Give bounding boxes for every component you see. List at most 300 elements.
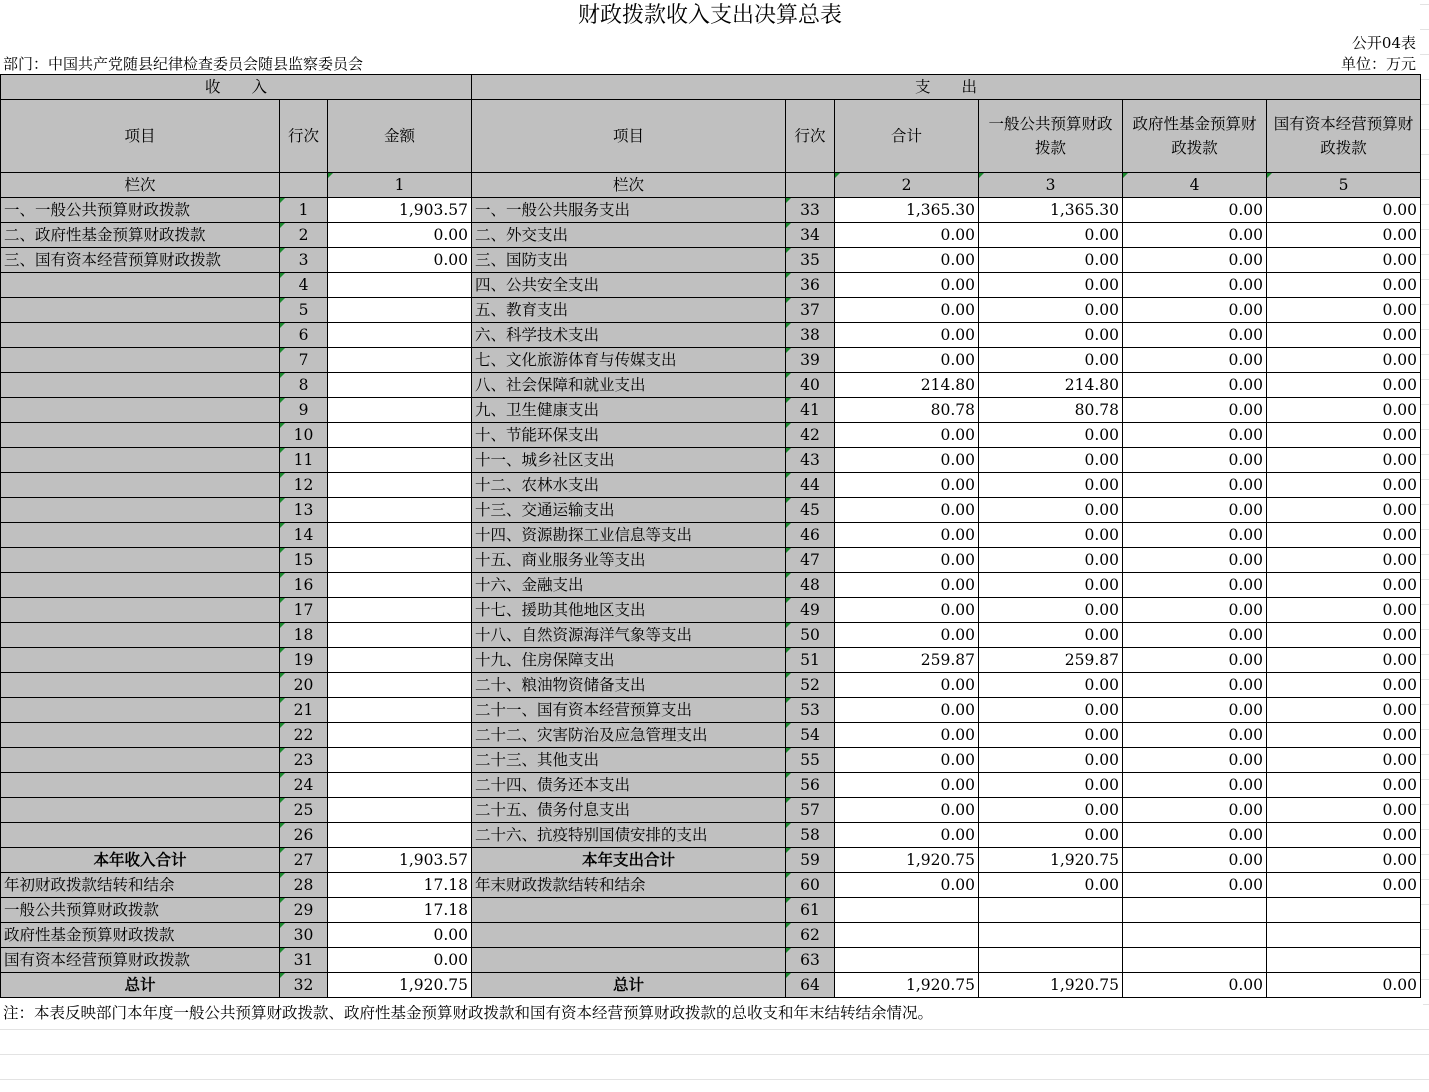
expense-gov-fund: 0.00 bbox=[1123, 798, 1267, 823]
expense-state-capital: 0.00 bbox=[1267, 248, 1421, 273]
blank-cell bbox=[835, 898, 979, 923]
expense-group-header: 支 出 bbox=[472, 75, 1421, 100]
row-no: 63 bbox=[786, 948, 835, 973]
income-item-label bbox=[1, 748, 280, 773]
income-item-label bbox=[1, 823, 280, 848]
expense-gov-fund: 0.00 bbox=[1123, 423, 1267, 448]
ending-balance-general: 0.00 bbox=[979, 873, 1123, 898]
row-no: 23 bbox=[280, 748, 328, 773]
income-amount bbox=[328, 548, 472, 573]
income-amount bbox=[328, 648, 472, 673]
expense-gov-fund: 0.00 bbox=[1123, 198, 1267, 223]
expense-gov-fund: 0.00 bbox=[1123, 523, 1267, 548]
expense-general-budget: 0.00 bbox=[979, 523, 1123, 548]
expense-item-label: 二十三、其他支出 bbox=[472, 748, 786, 773]
row-no: 15 bbox=[280, 548, 328, 573]
expense-general-budget: 0.00 bbox=[979, 248, 1123, 273]
blank-cell bbox=[835, 948, 979, 973]
income-item-label bbox=[1, 573, 280, 598]
expense-item-label: 二十一、国有资本经营预算支出 bbox=[472, 698, 786, 723]
table-row bbox=[1, 573, 1421, 598]
expense-item-label: 十三、交通运输支出 bbox=[472, 498, 786, 523]
income-amount: 0.00 bbox=[328, 248, 472, 273]
row-no: 61 bbox=[786, 898, 835, 923]
row-no: 39 bbox=[786, 348, 835, 373]
income-amount bbox=[328, 823, 472, 848]
expense-general-budget: 0.00 bbox=[979, 498, 1123, 523]
income-amount bbox=[328, 273, 472, 298]
lanci-col4: 4 bbox=[1123, 173, 1267, 198]
lanci-col3: 3 bbox=[979, 173, 1123, 198]
income-item-label: 一、一般公共预算财政拨款 bbox=[1, 198, 280, 223]
expense-gov-fund: 0.00 bbox=[1123, 348, 1267, 373]
expense-general-budget: 259.87 bbox=[979, 648, 1123, 673]
expense-general-budget: 80.78 bbox=[979, 398, 1123, 423]
table-row bbox=[1, 273, 1421, 298]
row-no: 40 bbox=[786, 373, 835, 398]
expense-total: 0.00 bbox=[835, 423, 979, 448]
income-item-label: 三、国有资本经营预算财政拨款 bbox=[1, 248, 280, 273]
expense-item-label: 五、教育支出 bbox=[472, 298, 786, 323]
expense-total: 0.00 bbox=[835, 298, 979, 323]
income-item-label bbox=[1, 773, 280, 798]
expense-gov-fund: 0.00 bbox=[1123, 723, 1267, 748]
blank-cell bbox=[1267, 923, 1421, 948]
income-item-label bbox=[1, 623, 280, 648]
table-row bbox=[1, 248, 1421, 273]
expense-general-budget: 0.00 bbox=[979, 823, 1123, 848]
expense-gov-fund: 0.00 bbox=[1123, 573, 1267, 598]
expense-state-capital: 0.00 bbox=[1267, 273, 1421, 298]
expense-general-budget: 0.00 bbox=[979, 573, 1123, 598]
table-row bbox=[1, 398, 1421, 423]
income-amount bbox=[328, 373, 472, 398]
form-number: 公开04表 bbox=[1351, 34, 1416, 52]
blank-cell bbox=[472, 898, 786, 923]
table-row bbox=[1, 323, 1421, 348]
expense-item-label: 二十四、债务还本支出 bbox=[472, 773, 786, 798]
row-no: 8 bbox=[280, 373, 328, 398]
row-no: 2 bbox=[280, 223, 328, 248]
ending-balance-state-capital: 0.00 bbox=[1267, 873, 1421, 898]
expense-gov-fund: 0.00 bbox=[1123, 498, 1267, 523]
table-row bbox=[1, 473, 1421, 498]
expense-gov-fund: 0.00 bbox=[1123, 698, 1267, 723]
expense-state-capital: 0.00 bbox=[1267, 748, 1421, 773]
expense-state-capital: 0.00 bbox=[1267, 823, 1421, 848]
expense-item-label: 四、公共安全支出 bbox=[472, 273, 786, 298]
income-grand-total-amount: 1,920.75 bbox=[328, 973, 472, 998]
expense-total: 259.87 bbox=[835, 648, 979, 673]
expense-general-budget: 0.00 bbox=[979, 798, 1123, 823]
expense-gov-fund: 0.00 bbox=[1123, 773, 1267, 798]
footnote: 注：本表反映部门本年度一般公共预算财政拨款、政府性基金预算财政拨款和国有资本经营预算财政拨款的总收支和年末结转结余情况。 bbox=[0, 1001, 1423, 1025]
income-item-label bbox=[1, 348, 280, 373]
expense-general-budget: 0.00 bbox=[979, 748, 1123, 773]
table-row bbox=[1, 798, 1421, 823]
row-no: 19 bbox=[280, 648, 328, 673]
expense-state-capital: 0.00 bbox=[1267, 423, 1421, 448]
expense-item-label: 十八、自然资源海洋气象等支出 bbox=[472, 623, 786, 648]
table-row bbox=[1, 423, 1421, 448]
expense-general-budget: 0.00 bbox=[979, 623, 1123, 648]
expense-general-budget: 0.00 bbox=[979, 323, 1123, 348]
header-expense-item: 项目 bbox=[472, 100, 786, 173]
expense-total: 0.00 bbox=[835, 673, 979, 698]
expense-state-capital: 0.00 bbox=[1267, 198, 1421, 223]
expense-item-label: 七、文化旅游体育与传媒支出 bbox=[472, 348, 786, 373]
expense-item-label: 二、外交支出 bbox=[472, 223, 786, 248]
income-amount: 1,903.57 bbox=[328, 198, 472, 223]
header-total: 合计 bbox=[835, 100, 979, 173]
blank-cell bbox=[979, 923, 1123, 948]
row-no: 32 bbox=[280, 973, 328, 998]
expense-gov-fund: 0.00 bbox=[1123, 748, 1267, 773]
row-no: 6 bbox=[280, 323, 328, 348]
table-row bbox=[1, 623, 1421, 648]
income-item-label bbox=[1, 548, 280, 573]
expense-gov-fund: 0.00 bbox=[1123, 548, 1267, 573]
expense-gov-fund: 0.00 bbox=[1123, 298, 1267, 323]
income-amount bbox=[328, 473, 472, 498]
table-row bbox=[1, 523, 1421, 548]
row-no: 48 bbox=[786, 573, 835, 598]
row-no: 22 bbox=[280, 723, 328, 748]
expense-state-capital: 0.00 bbox=[1267, 348, 1421, 373]
expense-item-label: 一、一般公共服务支出 bbox=[472, 198, 786, 223]
expense-general-budget: 0.00 bbox=[979, 673, 1123, 698]
row-no: 51 bbox=[786, 648, 835, 673]
header-expense-row-no: 行次 bbox=[786, 100, 835, 173]
row-no: 58 bbox=[786, 823, 835, 848]
expense-total: 0.00 bbox=[835, 548, 979, 573]
expense-state-capital: 0.00 bbox=[1267, 298, 1421, 323]
income-amount bbox=[328, 423, 472, 448]
expense-state-capital: 0.00 bbox=[1267, 798, 1421, 823]
expense-item-label: 十六、金融支出 bbox=[472, 573, 786, 598]
expense-state-capital: 0.00 bbox=[1267, 523, 1421, 548]
income-grand-total-label: 总计 bbox=[1, 973, 280, 998]
ending-balance-label: 年末财政拨款结转和结余 bbox=[472, 873, 786, 898]
blank-cell bbox=[1123, 923, 1267, 948]
row-no: 55 bbox=[786, 748, 835, 773]
income-amount bbox=[328, 623, 472, 648]
lanci-blank bbox=[786, 173, 835, 198]
expense-general-budget: 0.00 bbox=[979, 448, 1123, 473]
income-amount bbox=[328, 723, 472, 748]
header-income-item: 项目 bbox=[1, 100, 280, 173]
income-amount bbox=[328, 498, 472, 523]
expense-total: 0.00 bbox=[835, 523, 979, 548]
income-item-label bbox=[1, 273, 280, 298]
expense-total: 214.80 bbox=[835, 373, 979, 398]
table-row bbox=[1, 598, 1421, 623]
row-no: 17 bbox=[280, 598, 328, 623]
lanci-col1: 1 bbox=[328, 173, 472, 198]
expense-state-capital: 0.00 bbox=[1267, 398, 1421, 423]
income-amount bbox=[328, 598, 472, 623]
expense-total: 0.00 bbox=[835, 223, 979, 248]
expense-gov-fund: 0.00 bbox=[1123, 248, 1267, 273]
ending-balance-total: 0.00 bbox=[835, 873, 979, 898]
header-state-capital: 国有资本经营预算财政拨款 bbox=[1267, 100, 1421, 173]
expense-total: 1,365.30 bbox=[835, 198, 979, 223]
blank-cell bbox=[979, 948, 1123, 973]
table-row bbox=[1, 648, 1421, 673]
income-amount bbox=[328, 348, 472, 373]
expense-gov-fund: 0.00 bbox=[1123, 223, 1267, 248]
table-row bbox=[1, 223, 1421, 248]
income-item-label bbox=[1, 398, 280, 423]
expense-state-capital: 0.00 bbox=[1267, 548, 1421, 573]
row-no: 25 bbox=[280, 798, 328, 823]
row-no: 36 bbox=[786, 273, 835, 298]
expense-item-label: 二十二、灾害防治及应急管理支出 bbox=[472, 723, 786, 748]
row-no: 50 bbox=[786, 623, 835, 648]
lanci-col2: 2 bbox=[835, 173, 979, 198]
expense-state-capital: 0.00 bbox=[1267, 623, 1421, 648]
expense-general-budget: 0.00 bbox=[979, 598, 1123, 623]
table-row bbox=[1, 673, 1421, 698]
header-gov-fund: 政府性基金预算财政拨款 bbox=[1123, 100, 1267, 173]
row-no: 44 bbox=[786, 473, 835, 498]
row-no: 14 bbox=[280, 523, 328, 548]
row-no: 62 bbox=[786, 923, 835, 948]
blank-cell bbox=[472, 923, 786, 948]
year-expense-total: 1,920.75 bbox=[835, 848, 979, 873]
year-expense-state-capital: 0.00 bbox=[1267, 848, 1421, 873]
income-amount bbox=[328, 698, 472, 723]
expense-total: 0.00 bbox=[835, 798, 979, 823]
expense-total: 0.00 bbox=[835, 773, 979, 798]
income-item-label bbox=[1, 523, 280, 548]
row-no: 47 bbox=[786, 548, 835, 573]
expense-gov-fund: 0.00 bbox=[1123, 648, 1267, 673]
row-no: 28 bbox=[280, 873, 328, 898]
grand-total-general: 1,920.75 bbox=[979, 973, 1123, 998]
expense-item-label: 三、国防支出 bbox=[472, 248, 786, 273]
form-number-row bbox=[0, 32, 1420, 54]
row-no: 20 bbox=[280, 673, 328, 698]
expense-item-label: 十七、援助其他地区支出 bbox=[472, 598, 786, 623]
dept-unit-row bbox=[0, 53, 1420, 75]
row-no: 49 bbox=[786, 598, 835, 623]
row-no: 16 bbox=[280, 573, 328, 598]
expense-general-budget: 0.00 bbox=[979, 273, 1123, 298]
row-no: 59 bbox=[786, 848, 835, 873]
lanci-col5: 5 bbox=[1267, 173, 1421, 198]
row-no: 52 bbox=[786, 673, 835, 698]
expense-gov-fund: 0.00 bbox=[1123, 448, 1267, 473]
row-no: 54 bbox=[786, 723, 835, 748]
expense-item-label: 十四、资源勘探工业信息等支出 bbox=[472, 523, 786, 548]
income-item-label bbox=[1, 798, 280, 823]
row-no: 33 bbox=[786, 198, 835, 223]
blank-cell bbox=[1123, 948, 1267, 973]
expense-item-label: 二十六、抗疫特别国债安排的支出 bbox=[472, 823, 786, 848]
expense-general-budget: 0.00 bbox=[979, 223, 1123, 248]
table-row bbox=[1, 823, 1421, 848]
unit-label: 单位：万元 bbox=[1340, 55, 1416, 73]
expense-total: 80.78 bbox=[835, 398, 979, 423]
department-label: 部门：中国共产党随县纪律检查委员会随县监察委员会 bbox=[3, 55, 364, 73]
blank-cell bbox=[1267, 948, 1421, 973]
income-amount bbox=[328, 748, 472, 773]
expense-state-capital: 0.00 bbox=[1267, 723, 1421, 748]
expense-general-budget: 0.00 bbox=[979, 423, 1123, 448]
lanci-label-income: 栏次 bbox=[1, 173, 280, 198]
income-item-label bbox=[1, 698, 280, 723]
income-item-label bbox=[1, 598, 280, 623]
row-no: 1 bbox=[280, 198, 328, 223]
table-row bbox=[1, 373, 1421, 398]
expense-state-capital: 0.00 bbox=[1267, 448, 1421, 473]
row-no: 26 bbox=[280, 823, 328, 848]
table-row bbox=[1, 498, 1421, 523]
table-row bbox=[1, 748, 1421, 773]
table-row bbox=[1, 348, 1421, 373]
income-item-label bbox=[1, 498, 280, 523]
expense-general-budget: 0.00 bbox=[979, 698, 1123, 723]
expense-state-capital: 0.00 bbox=[1267, 648, 1421, 673]
beginning-general-amount: 17.18 bbox=[328, 898, 472, 923]
row-no: 27 bbox=[280, 848, 328, 873]
expense-general-budget: 0.00 bbox=[979, 723, 1123, 748]
income-item-label bbox=[1, 373, 280, 398]
expense-item-label: 九、卫生健康支出 bbox=[472, 398, 786, 423]
expense-total: 0.00 bbox=[835, 698, 979, 723]
expense-gov-fund: 0.00 bbox=[1123, 623, 1267, 648]
expense-total: 0.00 bbox=[835, 723, 979, 748]
row-no: 46 bbox=[786, 523, 835, 548]
income-amount bbox=[328, 573, 472, 598]
row-no: 60 bbox=[786, 873, 835, 898]
beginning-balance-label: 年初财政拨款结转和结余 bbox=[1, 873, 280, 898]
expense-item-label: 十九、住房保障支出 bbox=[472, 648, 786, 673]
year-expense-total-label: 本年支出合计 bbox=[472, 848, 786, 873]
income-item-label bbox=[1, 323, 280, 348]
expense-state-capital: 0.00 bbox=[1267, 498, 1421, 523]
income-item-label bbox=[1, 723, 280, 748]
table-row bbox=[1, 198, 1421, 223]
table-row bbox=[1, 298, 1421, 323]
expense-state-capital: 0.00 bbox=[1267, 773, 1421, 798]
income-item-label bbox=[1, 648, 280, 673]
expense-item-label: 六、科学技术支出 bbox=[472, 323, 786, 348]
row-no: 9 bbox=[280, 398, 328, 423]
fiscal-summary-table bbox=[0, 74, 1421, 998]
expense-item-label: 二十、粮油物资储备支出 bbox=[472, 673, 786, 698]
row-no: 18 bbox=[280, 623, 328, 648]
grand-total-gov-fund: 0.00 bbox=[1123, 973, 1267, 998]
income-item-label bbox=[1, 448, 280, 473]
expense-total: 0.00 bbox=[835, 448, 979, 473]
row-no: 42 bbox=[786, 423, 835, 448]
grand-total-state-capital: 0.00 bbox=[1267, 973, 1421, 998]
expense-total: 0.00 bbox=[835, 623, 979, 648]
expense-state-capital: 0.00 bbox=[1267, 673, 1421, 698]
income-amount bbox=[328, 398, 472, 423]
expense-item-label: 八、社会保障和就业支出 bbox=[472, 373, 786, 398]
income-amount bbox=[328, 448, 472, 473]
row-no: 35 bbox=[786, 248, 835, 273]
row-no: 10 bbox=[280, 423, 328, 448]
income-amount bbox=[328, 798, 472, 823]
expense-general-budget: 1,365.30 bbox=[979, 198, 1123, 223]
expense-item-label: 十二、农林水支出 bbox=[472, 473, 786, 498]
income-item-label bbox=[1, 673, 280, 698]
income-amount bbox=[328, 673, 472, 698]
row-no: 4 bbox=[280, 273, 328, 298]
lanci-label-expense: 栏次 bbox=[472, 173, 786, 198]
year-expense-gov-fund: 0.00 bbox=[1123, 848, 1267, 873]
income-amount bbox=[328, 298, 472, 323]
expense-grand-total-label: 总计 bbox=[472, 973, 786, 998]
expense-gov-fund: 0.00 bbox=[1123, 473, 1267, 498]
row-no: 41 bbox=[786, 398, 835, 423]
row-no: 57 bbox=[786, 798, 835, 823]
blank-cell bbox=[835, 923, 979, 948]
income-amount bbox=[328, 773, 472, 798]
page-title: 财政拨款收入支出决算总表 bbox=[0, 0, 1420, 32]
table-row bbox=[1, 698, 1421, 723]
expense-general-budget: 214.80 bbox=[979, 373, 1123, 398]
row-no: 43 bbox=[786, 448, 835, 473]
income-amount bbox=[328, 323, 472, 348]
year-income-total-amount: 1,903.57 bbox=[328, 848, 472, 873]
income-amount: 0.00 bbox=[328, 223, 472, 248]
row-no: 21 bbox=[280, 698, 328, 723]
table-row bbox=[1, 448, 1421, 473]
expense-total: 0.00 bbox=[835, 473, 979, 498]
expense-gov-fund: 0.00 bbox=[1123, 398, 1267, 423]
grand-total: 1,920.75 bbox=[835, 973, 979, 998]
table-row bbox=[1, 773, 1421, 798]
income-item-label bbox=[1, 298, 280, 323]
expense-gov-fund: 0.00 bbox=[1123, 273, 1267, 298]
income-item-label bbox=[1, 423, 280, 448]
expense-total: 0.00 bbox=[835, 573, 979, 598]
row-no: 29 bbox=[280, 898, 328, 923]
beginning-gov-fund-amount: 0.00 bbox=[328, 923, 472, 948]
row-no: 13 bbox=[280, 498, 328, 523]
row-no: 34 bbox=[786, 223, 835, 248]
row-no: 30 bbox=[280, 923, 328, 948]
expense-gov-fund: 0.00 bbox=[1123, 673, 1267, 698]
beginning-general-label: 一般公共预算财政拨款 bbox=[1, 898, 280, 923]
expense-general-budget: 0.00 bbox=[979, 548, 1123, 573]
header-general-budget: 一般公共预算财政拨款 bbox=[979, 100, 1123, 173]
expense-item-label: 十五、商业服务业等支出 bbox=[472, 548, 786, 573]
blank-cell bbox=[979, 898, 1123, 923]
expense-state-capital: 0.00 bbox=[1267, 573, 1421, 598]
row-no: 38 bbox=[786, 323, 835, 348]
beginning-state-capital-label: 国有资本经营预算财政拨款 bbox=[1, 948, 280, 973]
expense-total: 0.00 bbox=[835, 248, 979, 273]
expense-general-budget: 0.00 bbox=[979, 773, 1123, 798]
expense-state-capital: 0.00 bbox=[1267, 323, 1421, 348]
row-no: 24 bbox=[280, 773, 328, 798]
expense-gov-fund: 0.00 bbox=[1123, 323, 1267, 348]
row-no: 7 bbox=[280, 348, 328, 373]
expense-gov-fund: 0.00 bbox=[1123, 598, 1267, 623]
row-no: 37 bbox=[786, 298, 835, 323]
ending-balance-gov-fund: 0.00 bbox=[1123, 873, 1267, 898]
row-no: 64 bbox=[786, 973, 835, 998]
expense-item-label: 二十五、债务付息支出 bbox=[472, 798, 786, 823]
expense-item-label: 十一、城乡社区支出 bbox=[472, 448, 786, 473]
blank-cell bbox=[1267, 898, 1421, 923]
